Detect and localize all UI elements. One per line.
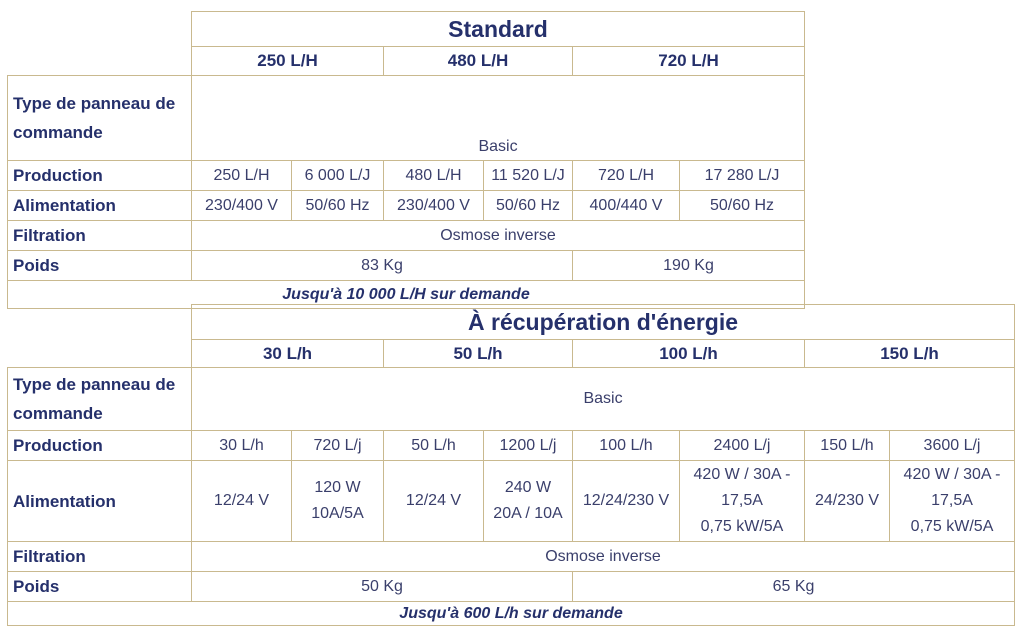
- row-label-panel-type: Type de panneau de commande: [8, 368, 192, 431]
- power-cell: 50/60 Hz: [680, 191, 805, 221]
- power-cell: 230/400 V: [192, 191, 292, 221]
- power-cell: 400/440 V: [573, 191, 680, 221]
- power-cell: 12/24 V: [384, 461, 484, 542]
- production-cell: 150 L/h: [805, 431, 890, 461]
- empty-corner: [8, 12, 192, 47]
- row-label-weight: Poids: [8, 572, 192, 602]
- row-label-filtration: Filtration: [8, 542, 192, 572]
- production-cell: 6 000 L/J: [292, 161, 384, 191]
- power-cell: 24/230 V: [805, 461, 890, 542]
- power-cell: [292, 461, 384, 542]
- production-cell: 720 L/H: [573, 161, 680, 191]
- power-cell: [484, 461, 573, 542]
- production-cell: 2400 L/j: [680, 431, 805, 461]
- production-cell: 100 L/h: [573, 431, 680, 461]
- on-demand-note: Jusqu'à 10 000 L/H sur demande: [8, 281, 805, 309]
- row-label-production: Production: [8, 431, 192, 461]
- capacity-header: 480 L/H: [384, 47, 573, 76]
- empty-corner: [8, 305, 192, 340]
- row-label-filtration: Filtration: [8, 221, 192, 251]
- weight-cell: 190 Kg: [573, 251, 805, 281]
- power-line: 240 W: [504, 479, 552, 496]
- production-cell: 250 L/H: [192, 161, 292, 191]
- row-label-weight: Poids: [8, 251, 192, 281]
- row-label-production: Production: [8, 161, 192, 191]
- standard-title: Standard: [192, 12, 805, 47]
- panel-type-value: Basic: [192, 76, 805, 161]
- power-cell: [680, 461, 805, 542]
- capacity-header: 50 L/h: [384, 340, 573, 368]
- production-cell: 3600 L/j: [890, 431, 1015, 461]
- weight-cell: 50 Kg: [192, 572, 573, 602]
- power-cell: 12/24 V: [192, 461, 292, 542]
- production-cell: 11 520 L/J: [484, 161, 573, 191]
- production-cell: 1200 L/j: [484, 431, 573, 461]
- production-cell: 480 L/H: [384, 161, 484, 191]
- production-cell: 30 L/h: [192, 431, 292, 461]
- standard-spec-table: [7, 11, 805, 309]
- power-line: 20A / 10A: [493, 505, 563, 522]
- power-cell: 230/400 V: [384, 191, 484, 221]
- power-line: 420 W / 30A -: [903, 466, 1001, 483]
- production-cell: 17 280 L/J: [680, 161, 805, 191]
- empty-corner: [8, 340, 192, 368]
- capacity-header: 30 L/h: [192, 340, 384, 368]
- power-line: 120 W: [314, 479, 361, 496]
- power-cell: 50/60 Hz: [292, 191, 384, 221]
- production-cell: 720 L/j: [292, 431, 384, 461]
- power-line: 10A/5A: [311, 505, 364, 522]
- row-label-power: Alimentation: [8, 191, 192, 221]
- weight-cell: 65 Kg: [573, 572, 1015, 602]
- panel-type-value: Basic: [192, 368, 1015, 431]
- row-label-power: Alimentation: [8, 461, 192, 542]
- filtration-value: Osmose inverse: [192, 542, 1015, 572]
- power-line: 420 W / 30A -: [693, 466, 791, 483]
- capacity-header: 250 L/H: [192, 47, 384, 76]
- weight-cell: 83 Kg: [192, 251, 573, 281]
- energy-recovery-title: À récupération d'énergie: [192, 305, 1015, 340]
- filtration-value: Osmose inverse: [192, 221, 805, 251]
- power-line: 17,5A: [721, 492, 763, 509]
- power-cell: [890, 461, 1015, 542]
- production-cell: 50 L/h: [384, 431, 484, 461]
- capacity-header: 100 L/h: [573, 340, 805, 368]
- power-cell: 50/60 Hz: [484, 191, 573, 221]
- capacity-header: 150 L/h: [805, 340, 1015, 368]
- row-label-panel-type: Type de panneau de commande: [8, 76, 192, 161]
- power-cell: 12/24/230 V: [573, 461, 680, 542]
- power-line: 0,75 kW/5A: [700, 518, 784, 535]
- power-line: 17,5A: [931, 492, 973, 509]
- capacity-header: 720 L/H: [573, 47, 805, 76]
- on-demand-note: Jusqu'à 600 L/h sur demande: [8, 602, 1015, 626]
- power-line: 0,75 kW/5A: [910, 518, 994, 535]
- empty-corner: [8, 47, 192, 76]
- energy-recovery-spec-table: [7, 304, 1015, 626]
